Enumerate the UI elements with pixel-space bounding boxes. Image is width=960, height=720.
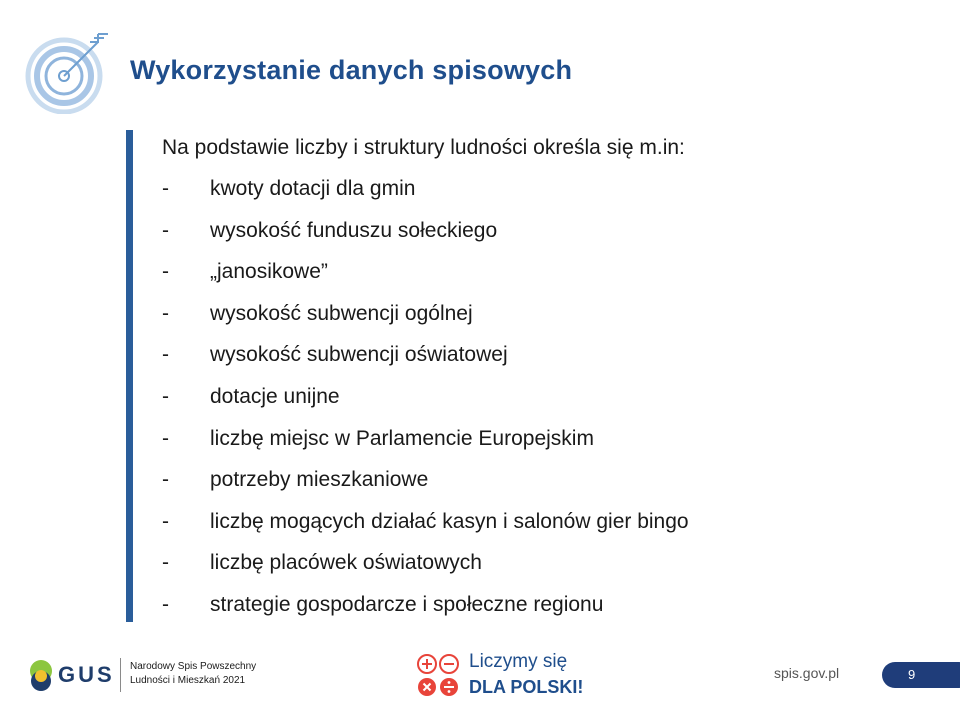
- list-item-text: liczbę placówek oświatowych: [210, 551, 482, 575]
- bullet-dash: -: [162, 509, 169, 533]
- nsp-line-1: Narodowy Spis Powszechny: [130, 661, 257, 672]
- footer: [0, 640, 960, 720]
- list-item: [162, 257, 922, 299]
- bullet-dash: -: [162, 592, 169, 616]
- list-item-text: wysokość subwencji oświatowej: [210, 343, 508, 367]
- bullet-dash: -: [162, 384, 169, 408]
- bullet-dash: -: [162, 218, 169, 242]
- list-item: [162, 590, 922, 632]
- list-item: [162, 382, 922, 424]
- list-item-text: wysokość funduszu sołeckiego: [210, 218, 498, 242]
- accent-bar: [126, 130, 133, 622]
- list-item-text: kwoty dotacji dla gmin: [210, 177, 416, 200]
- target-arrow-icon: [24, 30, 114, 114]
- bullet-dash: -: [162, 468, 169, 492]
- gus-logo: [28, 655, 118, 695]
- slogan-line-1: Liczymy się: [469, 651, 568, 672]
- list-item-text: wysokość subwencji ogólnej: [210, 301, 473, 325]
- list-item-text: liczbę miejsc w Parlamencie Europejskim: [210, 426, 594, 450]
- bullet-dash: -: [162, 177, 169, 200]
- page-number-badge: [882, 662, 960, 688]
- list-item: [162, 548, 922, 590]
- nsp-label: [130, 660, 256, 688]
- footer-divider: [120, 658, 121, 692]
- bullet-dash: -: [162, 426, 169, 450]
- list-item: [162, 299, 922, 341]
- slogan-line-2: DLA POLSKI!: [469, 677, 584, 697]
- list-item-text: potrzeby mieszkaniowe: [210, 468, 429, 492]
- website-link: spis.gov.pl: [774, 665, 840, 681]
- list-item-text: strategie gospodarcze i społeczne regionu: [210, 592, 604, 616]
- bullet-dash: -: [162, 343, 169, 367]
- page-number: 9: [908, 667, 916, 682]
- page-title: Wykorzystanie danych spisowych: [130, 55, 573, 85]
- list-item: [162, 507, 922, 549]
- gus-logo-icon: [28, 658, 54, 692]
- list-item-text: dotacje unijne: [210, 384, 340, 408]
- bullet-dash: -: [162, 551, 169, 575]
- content-block: [162, 133, 922, 632]
- list-item: [162, 424, 922, 466]
- math-symbols-icon: [415, 652, 463, 700]
- list-item-text: „janosikowe”: [210, 260, 328, 284]
- bullet-dash: -: [162, 260, 169, 284]
- list-item: [162, 465, 922, 507]
- bullet-list: [162, 174, 922, 632]
- list-item: [162, 174, 922, 216]
- bullet-dash: -: [162, 301, 169, 325]
- nsp-line-2: Ludności i Mieszkań 2021: [130, 675, 246, 686]
- gus-wordmark: GUS: [58, 662, 115, 687]
- list-item: [162, 340, 922, 382]
- list-item-text: liczbę mogących działać kasyn i salonów gier bingo: [210, 509, 689, 533]
- intro-text: Na podstawie liczby i struktury ludności określa się m.in:: [162, 136, 685, 159]
- list-item: [162, 216, 922, 258]
